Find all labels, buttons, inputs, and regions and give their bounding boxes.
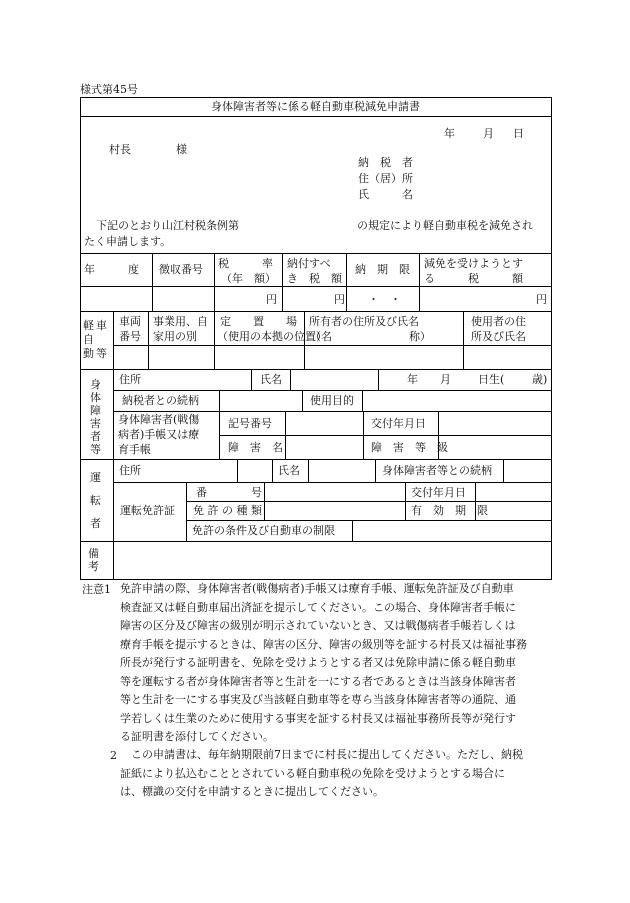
- disability-grade-label: 障 害 等 級: [371, 441, 448, 454]
- note2-label: 2: [110, 749, 117, 762]
- due-yen: 円: [334, 293, 345, 306]
- vehicle-section-c2: 車: [96, 319, 107, 332]
- license-number-label: 番 号: [196, 486, 262, 499]
- birth-month: 月: [440, 373, 451, 386]
- date-day: 日: [513, 127, 524, 140]
- vehicle-section-c1: 軽: [83, 319, 94, 332]
- driver-name-label: 氏名: [278, 464, 300, 477]
- note2-body: [120, 746, 523, 802]
- birth-year: 年: [407, 373, 418, 386]
- request-text-b: の規定により軽自動車税を減免され: [357, 219, 533, 232]
- birth-day: 日生(: [478, 373, 505, 386]
- note1-line: 所長が発行する証明書を、免除を受けようとする者又は免除申請に係る軽自動車: [120, 656, 516, 669]
- col-owner-1: 所有者の住所及び氏名: [309, 315, 419, 328]
- remarks-c1: 備: [88, 547, 99, 560]
- col-user-2: 所及び氏名: [471, 330, 526, 343]
- deadline-dots: ・ ・: [368, 293, 401, 306]
- date-year: 年: [444, 127, 455, 140]
- disabled-name-label: 氏名: [260, 373, 282, 386]
- col-plate-1: 車両: [119, 315, 141, 328]
- note2-line: この申請書は、毎年納期限前7日までに村長に提出してください。ただし、納税: [131, 748, 523, 761]
- vehicle-section-c4: 動: [83, 347, 94, 360]
- exempt-yen: 円: [536, 293, 547, 306]
- booklet-issue-date-label: 交付年月日: [371, 417, 426, 430]
- driver-relation-label: 身体障害者等との続柄: [382, 464, 492, 477]
- col-garage-1: 定 置 場: [220, 315, 297, 328]
- col-plate-2: 番号: [119, 330, 141, 343]
- col-user-1: 使用者の住: [471, 315, 526, 328]
- request-text-a: 下記のとおり山江村税条例第: [96, 219, 239, 232]
- taxpayer-name-label: 氏 名: [358, 188, 413, 201]
- addressee-sama: 様: [176, 143, 187, 156]
- disabled-purpose-label: 使用目的: [310, 394, 354, 407]
- disabled-section-c6: 等: [90, 443, 101, 456]
- col-rate-1: 税 率: [218, 257, 273, 270]
- symbol-no-label: 記号番号: [228, 417, 272, 430]
- disabled-section-c3: 障: [90, 404, 101, 417]
- disabled-section-c2: 体: [90, 391, 101, 404]
- remarks-c2: 考: [88, 560, 99, 573]
- col-exempt-1: 減免を受けようとす: [424, 257, 523, 270]
- note1-line: 等を運転する者が身体障害者等と生計を一にする者であるときは当該身体障害者: [120, 674, 516, 688]
- driver-section-c1: 運: [90, 471, 101, 484]
- note2-line: は、標識の交付を申請するときに提出してください。: [120, 785, 384, 798]
- note1-body: [120, 580, 527, 747]
- disabled-section-c5: 者: [90, 430, 101, 443]
- col-exempt-2: る 税 額: [424, 272, 523, 285]
- note2-line: 証紙により払込むこととされている軽自動車税の免除を受けようとする場合に: [120, 766, 505, 780]
- col-owner-2: （名 称）: [310, 330, 431, 343]
- rate-yen: 円: [266, 293, 277, 306]
- note1-line: 免許申請の際、身体障害者(戦傷病者)手帳又は療育手帳、運転免許証及び自動車: [120, 582, 514, 595]
- disabled-section-c1: 身: [90, 378, 101, 391]
- col-deadline: 納 期 限: [355, 263, 410, 276]
- date-month: 月: [483, 127, 494, 140]
- license-label: 運転免許証: [120, 504, 175, 517]
- driver-section-c2: 転: [90, 494, 101, 507]
- driver-address-label: 住所: [119, 464, 141, 477]
- col-use-1: 事業用、自: [153, 315, 208, 328]
- vehicle-section-c5: 等: [96, 347, 107, 360]
- note1-line: 等と生計を一にする事実及び当該軽自動車等を専ら当該身体障害者等の通院、通: [120, 693, 516, 706]
- taxpayer-label: 納 税 者: [358, 156, 413, 169]
- note1-line: 療育手帳を提示するときは、障害の区分、障害の級別等を証する村長又は福祉事務: [120, 637, 527, 651]
- note1-line: 検査証又は軽自動車届出済証を提示してください。この場合、身体障害者手帳に: [120, 600, 516, 614]
- vehicle-section-c3: 自: [83, 333, 94, 346]
- col-year: 年 度: [84, 263, 139, 276]
- col-levy-no: 徴収番号: [159, 263, 203, 276]
- booklet-label-2: 病者)手帳又は療: [118, 428, 200, 441]
- request-text-line2: たく申請します。: [84, 235, 172, 248]
- taxpayer-address-label: 住（居）所: [358, 172, 413, 185]
- col-use-2: 家用の別: [153, 330, 197, 343]
- col-garage-2: （使用の本拠の位置）: [217, 330, 327, 343]
- disabled-section-c4: 害: [90, 417, 101, 430]
- license-type-label: 免 許 の 種 類: [193, 504, 262, 517]
- note1-line: 障害の区分及び障害の級別が明示されていないとき、又は戦傷病者手帳若しくは: [120, 619, 516, 632]
- form-title: 身体障害者等に係る軽自動車税減免申請書: [211, 100, 420, 113]
- driver-section-c3: 者: [90, 517, 101, 530]
- col-due-2: き 税 額: [287, 272, 342, 285]
- note1-line: 学若しくは生業のために使用する事実を証する村長又は福祉事務所長等が発行す: [120, 711, 516, 725]
- col-due-1: 納付すべ: [287, 257, 331, 270]
- booklet-label-1: 身体障害者(戦傷: [118, 413, 200, 426]
- note1-label: 注意1: [82, 583, 111, 596]
- booklet-label-3: 育手帳: [118, 443, 151, 456]
- addressee-mayor: 村長: [109, 143, 131, 156]
- license-issue-date-label: 交付年月日: [411, 486, 466, 499]
- form-number: 様式第45号: [80, 83, 138, 96]
- note1-line: る証明書を添付してください。: [120, 730, 274, 743]
- disabled-address-label: 住所: [119, 373, 141, 386]
- license-valid-label: 有 効 期 限: [411, 504, 488, 517]
- age-label: 歳): [532, 373, 548, 386]
- disabled-relation-label: 納税者との続柄: [122, 394, 199, 407]
- col-rate-2: （年 額）: [221, 272, 276, 285]
- license-conditions-label: 免許の条件及び自動車の制限: [192, 524, 335, 537]
- disability-name-label: 障 害 名: [228, 441, 283, 454]
